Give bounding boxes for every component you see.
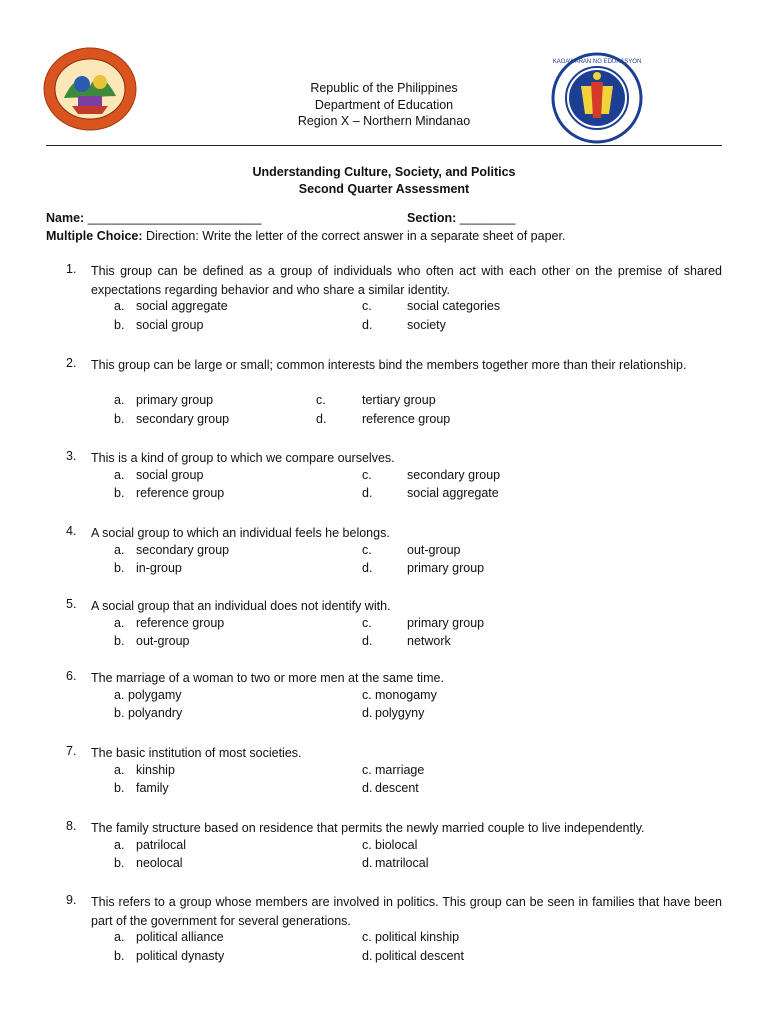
option-d-text: political descent <box>375 948 464 963</box>
assessment-title: Second Quarter Assessment <box>298 181 470 196</box>
option-b-letter: b. <box>114 561 125 575</box>
name-label: Name: <box>46 211 85 225</box>
option-c-letter: c. <box>362 930 372 944</box>
question-number: 4. <box>66 524 77 538</box>
option-d-letter: d. <box>362 486 373 500</box>
option-c-text: out-group <box>407 542 461 557</box>
option-d-text: matrilocal <box>375 856 429 870</box>
option-d-letter: d. <box>362 856 373 870</box>
option-a-letter: a. <box>114 687 125 702</box>
question-text: This group can be large or small; common interests bind the members together more than their relationship. <box>91 358 687 372</box>
question-text: The family structure based on residence that permits the newly married couple to live independently. <box>91 821 645 835</box>
question-number: 2. <box>66 356 77 370</box>
option-a-letter: a. <box>114 393 125 407</box>
option-d-letter: d. <box>362 948 373 963</box>
option-d-text: society <box>407 317 446 332</box>
question-number: 9. <box>66 893 77 907</box>
department-line: Department of Education <box>314 97 454 112</box>
instructions-label: Multiple Choice: <box>46 229 143 243</box>
option-a-text: polygamy <box>128 687 182 702</box>
option-c-letter: c. <box>362 467 372 482</box>
republic-line: Republic of the Philippines <box>310 81 458 95</box>
option-c-text: political kinship <box>375 930 460 944</box>
option-b-text: social group <box>136 317 204 332</box>
option-b-letter: b. <box>114 781 125 795</box>
option-a-text: primary group <box>136 393 214 407</box>
section-blank: ________ <box>459 211 516 225</box>
option-b-text: political dynasty <box>136 948 225 963</box>
option-d-text: descent <box>375 781 419 795</box>
option-d-letter: d. <box>362 706 373 720</box>
option-b-text: family <box>136 781 169 795</box>
header-divider <box>46 145 722 146</box>
instructions-text: Direction: Write the letter of the correct answer in a separate sheet of paper. <box>142 229 566 243</box>
question-number: 7. <box>66 744 77 758</box>
question-number: 1. <box>66 262 77 276</box>
question-text: The marriage of a woman to two or more men at the same time. <box>91 671 444 685</box>
option-d-letter: d. <box>362 317 373 332</box>
question-text: This is a kind of group to which we compare ourselves. <box>91 451 395 465</box>
question-number: 6. <box>66 669 77 683</box>
option-c-text: primary group <box>407 615 485 630</box>
option-d-letter: d. <box>362 634 373 648</box>
question-number: 5. <box>66 597 77 611</box>
option-b-letter: b. <box>114 948 125 963</box>
question-text: A social group that an individual does not identify with. <box>91 599 391 613</box>
option-b-letter: b. <box>114 317 125 332</box>
option-d-text: social aggregate <box>407 486 499 500</box>
question-number: 3. <box>66 449 77 463</box>
section-label: Section: <box>407 211 457 225</box>
option-d-text: network <box>407 634 451 648</box>
option-a-letter: a. <box>114 542 125 557</box>
option-b-letter: b. <box>114 411 125 426</box>
option-a-text: social group <box>136 467 204 482</box>
option-b-text: out-group <box>136 634 190 648</box>
seal-text-top: KAGAWARAN NG EDUKASYON <box>552 59 642 65</box>
option-c-text: marriage <box>375 762 425 777</box>
option-a-text: secondary group <box>136 542 230 557</box>
option-c-text: social categories <box>407 299 501 313</box>
option-c-letter: c. <box>362 837 372 852</box>
subject-title: Understanding Culture, Society, and Politics <box>252 165 516 179</box>
option-b-letter: b. <box>114 486 125 500</box>
question-text: This refers to a group whose members are involved in politics. This group can be seen in families that have been part of the government for several generations. <box>91 895 722 928</box>
option-c-letter: c. <box>362 542 372 557</box>
option-b-text: secondary group <box>136 411 230 426</box>
agency-header <box>0 80 768 130</box>
option-d-text: polygyny <box>375 706 425 720</box>
question-number: 8. <box>66 819 77 833</box>
option-b-text: neolocal <box>136 856 183 870</box>
option-d-letter: d. <box>316 411 327 426</box>
option-a-text: kinship <box>136 762 175 777</box>
option-b-text: reference group <box>136 486 225 500</box>
option-c-letter: c. <box>362 299 372 313</box>
option-c-letter: c. <box>362 615 372 630</box>
question-text: A social group to which an individual feels he belongs. <box>91 526 390 540</box>
option-b-letter: b. <box>114 706 125 720</box>
option-b-letter: b. <box>114 634 125 648</box>
option-d-text: reference group <box>362 411 451 426</box>
option-a-letter: a. <box>114 467 125 482</box>
option-c-text: monogamy <box>375 687 437 702</box>
name-blank: _________________________ <box>87 211 262 225</box>
option-c-letter: c. <box>362 687 372 702</box>
option-c-text: secondary group <box>407 467 501 482</box>
option-a-text: social aggregate <box>136 299 228 313</box>
section-field <box>407 211 515 225</box>
option-a-letter: a. <box>114 837 125 852</box>
option-a-text: political alliance <box>136 930 224 944</box>
option-a-letter: a. <box>114 930 125 944</box>
option-a-text: patrilocal <box>136 837 187 852</box>
document-title <box>0 164 768 197</box>
question-text: The basic institution of most societies. <box>91 746 302 760</box>
option-d-letter: d. <box>362 781 373 795</box>
instructions <box>46 229 565 243</box>
option-b-text: in-group <box>136 561 182 575</box>
option-a-letter: a. <box>114 615 125 630</box>
option-a-text: reference group <box>136 615 225 630</box>
region-line: Region X – Northern Mindanao <box>297 114 471 128</box>
option-a-letter: a. <box>114 299 125 313</box>
option-c-text: tertiary group <box>362 393 436 407</box>
option-c-letter: c. <box>362 762 372 777</box>
option-b-letter: b. <box>114 856 125 870</box>
question-text: This group can be defined as a group of individuals who often act with each other on the premise of shared expectations regarding behavior and who share a similar identity. <box>91 264 722 297</box>
option-c-letter: c. <box>316 393 326 407</box>
option-c-text: biolocal <box>375 837 418 852</box>
option-d-text: primary group <box>407 561 485 575</box>
option-b-text: polyandry <box>128 706 183 720</box>
option-d-letter: d. <box>362 561 373 575</box>
option-a-letter: a. <box>114 762 125 777</box>
name-field <box>46 211 262 225</box>
